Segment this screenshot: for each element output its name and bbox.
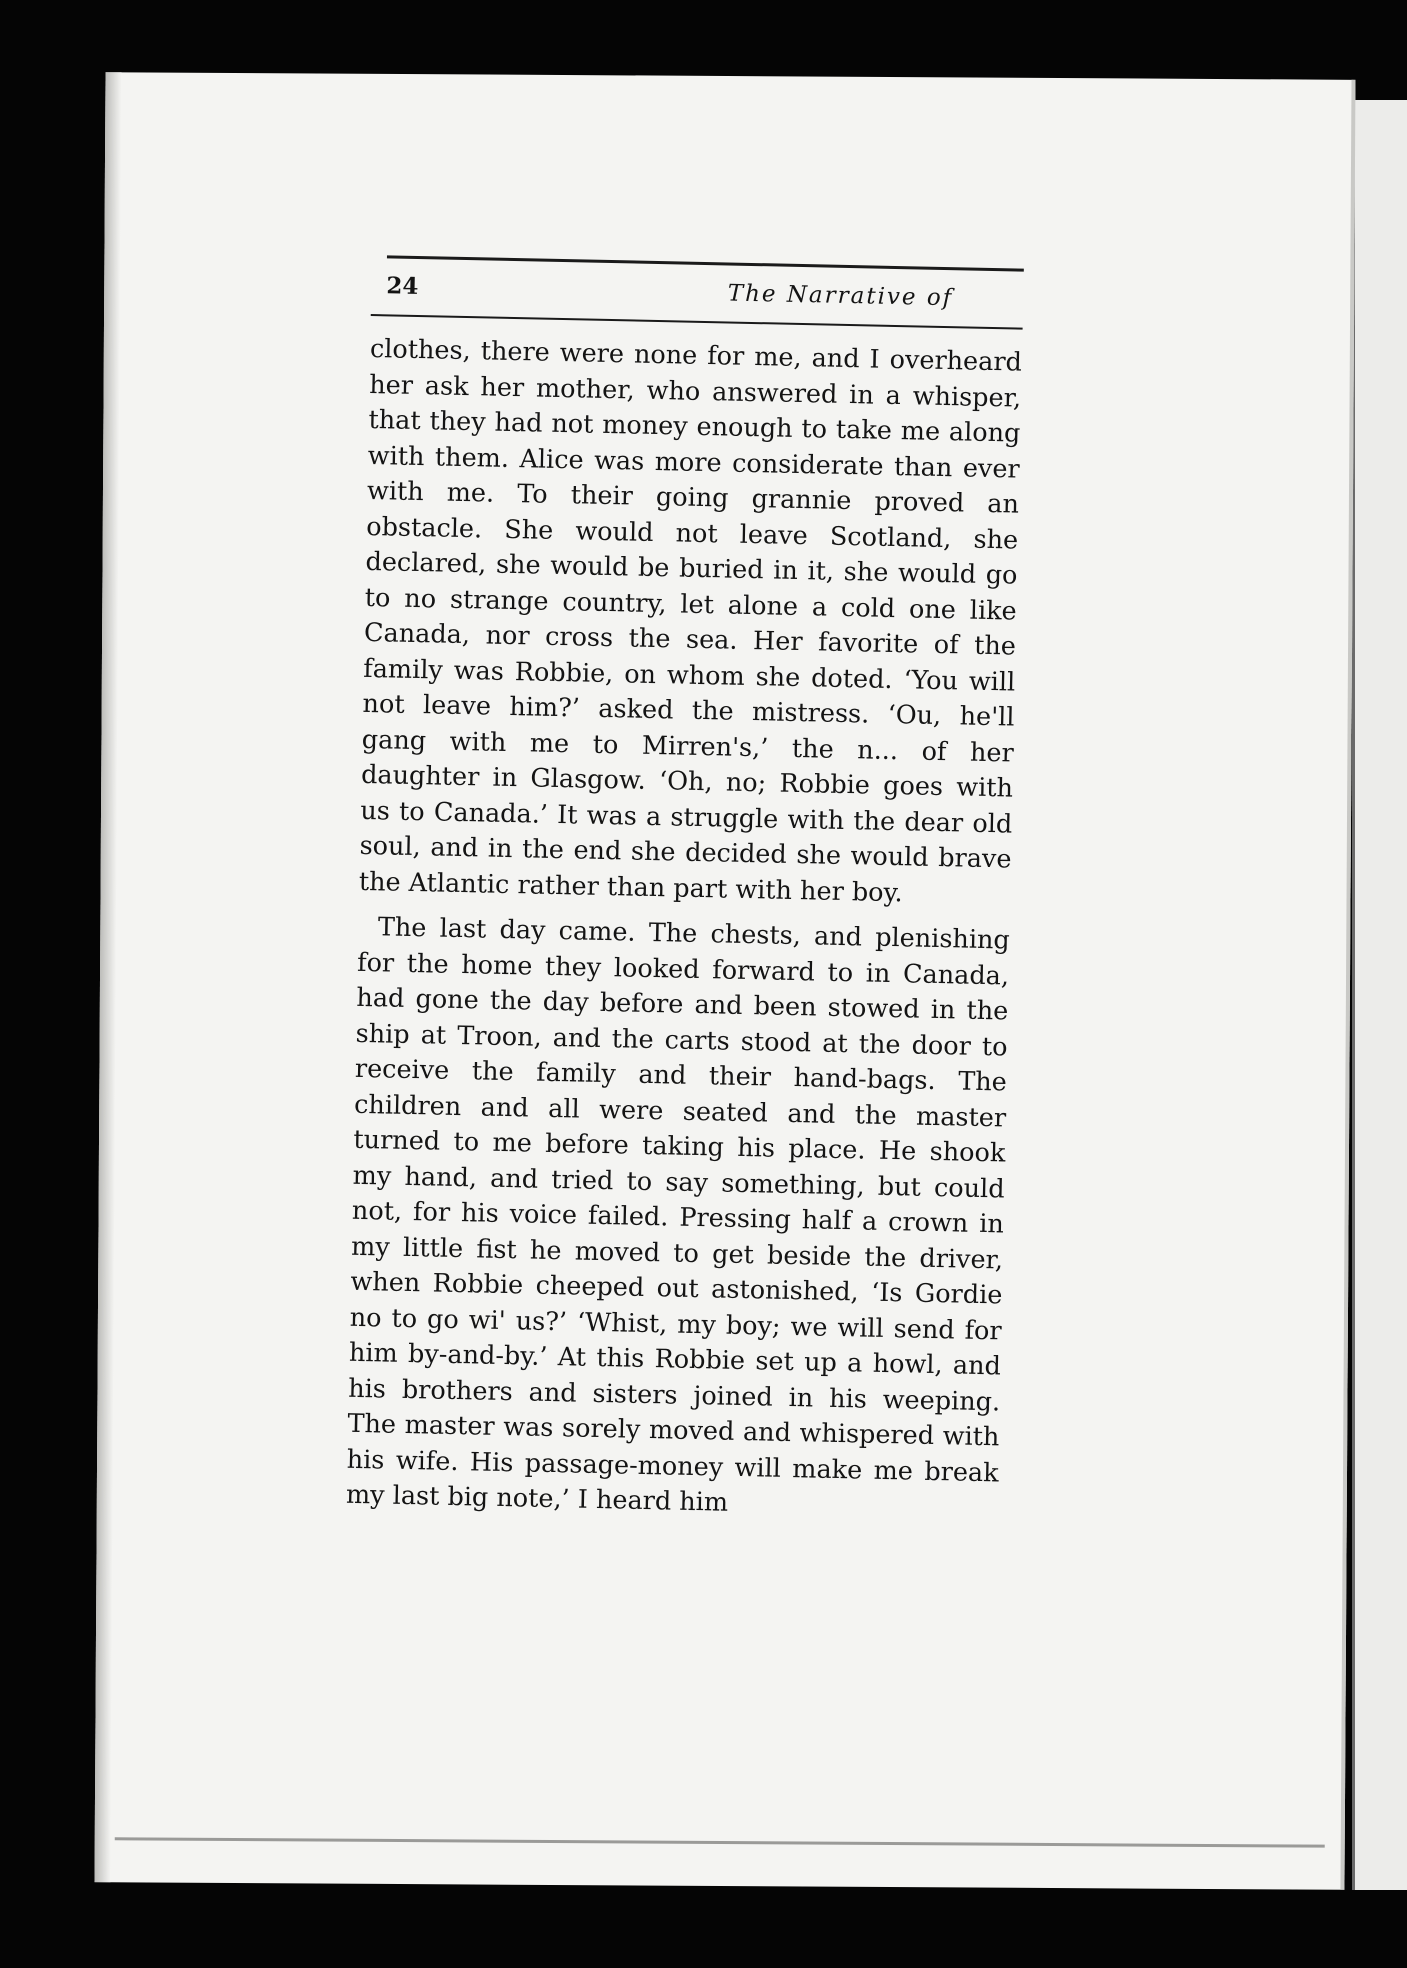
header-rule-bottom [371, 314, 1023, 330]
running-title: The Narrative of [727, 280, 954, 312]
paragraph-2: The last day came. The chests, and plenishing for the home they looked forward to in Canada, had gone the day before and been stowed in the ship at Troon, and the carts stood at the door to receive the family and their hand-bags. The children and all were seated and the master turned to me before taking his place. He shook my hand, and tried to say something, but could not, for his voice failed. Pressing half a crown in my little fist he moved to get beside the driver, when Robbie cheeped out astonished, ‘Is Gordie no to go wi' us?’ ‘Whist, my boy; we will send for him by-and-by.’ At this Robbie set up a howl, and his brothers and sisters joined in his weeping. The master was sorely moved and whispered with his wife. His passage-money will make me break my last big note,’ I heard him [345, 912, 1011, 1518]
facing-page-edge [1352, 100, 1407, 1890]
running-header [386, 272, 1024, 317]
text-block [346, 255, 1024, 1527]
page-bottom-edge [115, 1837, 1325, 1847]
page-number: 24 [386, 272, 419, 300]
paragraph-1: clothes, there were none for me, and I overheard her ask her mother, who answered in a whisper, that they had not money enough to take me along with them. Alice was more considerate than ever with me. To their going grannie proved an obstacle. She would not leave Scotland, she declared, she would be buried in it, she would go to no strange country, let alone a cold one like Canada, nor cross the sea. Her favorite of the family was Robbie, on whom she doted. ‘You will not leave him?’ asked the mistress. ‘Ou, he'll gang with me to Mirren's,’ the n... of her daughter in Glasgow. ‘Oh, no; Robbie goes with us to Canada.’ It was a struggle with the dear old soul, and in the end she decided she would brave the Atlantic rather than part with her boy. [358, 333, 1023, 908]
